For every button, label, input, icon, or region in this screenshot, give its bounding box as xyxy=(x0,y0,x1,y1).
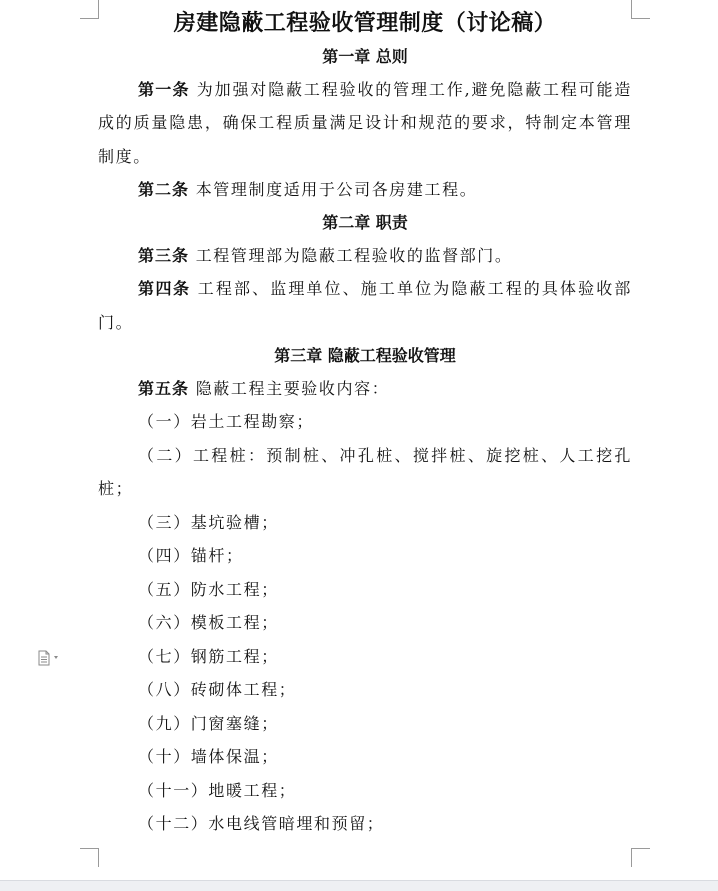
document-title: 房建隐蔽工程验收管理制度（讨论稿） xyxy=(173,10,557,36)
crop-mark-top-left xyxy=(80,0,99,19)
list-item: （七）钢筋工程； xyxy=(138,646,279,666)
article-text: 工程部、监理单位、施工单位为隐蔽工程的具体验收部门。 xyxy=(98,279,632,332)
crop-mark-bottom-left xyxy=(80,848,99,867)
article-label: 第一条 xyxy=(138,80,190,99)
article-text: 工程管理部为隐蔽工程验收的监督部门。 xyxy=(195,246,513,266)
article-4 xyxy=(98,272,632,339)
article-2 xyxy=(98,173,632,206)
status-bar-strip xyxy=(0,880,718,891)
article-label: 第二条 xyxy=(138,179,190,199)
article-text: 为加强对隐蔽工程验收的管理工作,避免隐蔽工程可能造成的质量隐患，确保工程质量满足设计和规范的要求，特制定本管理制度。 xyxy=(98,80,632,166)
list-item: （二）工程桩：预制桩、冲孔桩、搅拌桩、旋挖桩、人工挖孔桩； xyxy=(98,445,632,499)
crop-mark-bottom-right xyxy=(631,848,650,867)
article-text: 隐蔽工程主要验收内容： xyxy=(195,379,390,399)
article-label: 第四条 xyxy=(138,279,191,299)
chapter-heading-2: 第二章 职责 xyxy=(322,213,408,233)
list-item: （十一）地暖工程； xyxy=(138,780,297,800)
article-3 xyxy=(98,239,632,272)
list-item: （三）基坑验槽； xyxy=(138,512,279,532)
article-5 xyxy=(98,372,632,405)
list-item: （四）锚杆； xyxy=(138,546,244,566)
document-page[interactable] xyxy=(98,6,632,841)
list-item: （十）墙体保温； xyxy=(138,747,279,767)
article-1 xyxy=(98,73,632,173)
list-item: （八）砖砌体工程； xyxy=(138,680,297,700)
chapter-heading-1: 第一章 总则 xyxy=(322,47,408,66)
list-item: （五）防水工程； xyxy=(138,579,279,599)
crop-mark-top-right xyxy=(631,0,650,19)
list-item: （一）岩土工程勘察； xyxy=(138,412,315,432)
list-item: （六）模板工程； xyxy=(138,613,279,633)
list-item: （十二）水电线管暗埋和预留； xyxy=(138,814,385,834)
document-options-icon[interactable] xyxy=(37,650,61,666)
article-label: 第三条 xyxy=(138,246,190,266)
chapter-heading-3: 第三章 隐蔽工程验收管理 xyxy=(274,346,456,366)
article-text: 本管理制度适用于公司各房建工程。 xyxy=(195,179,478,199)
list-item: （九）门窗塞缝； xyxy=(138,713,279,733)
article-label: 第五条 xyxy=(138,379,190,399)
